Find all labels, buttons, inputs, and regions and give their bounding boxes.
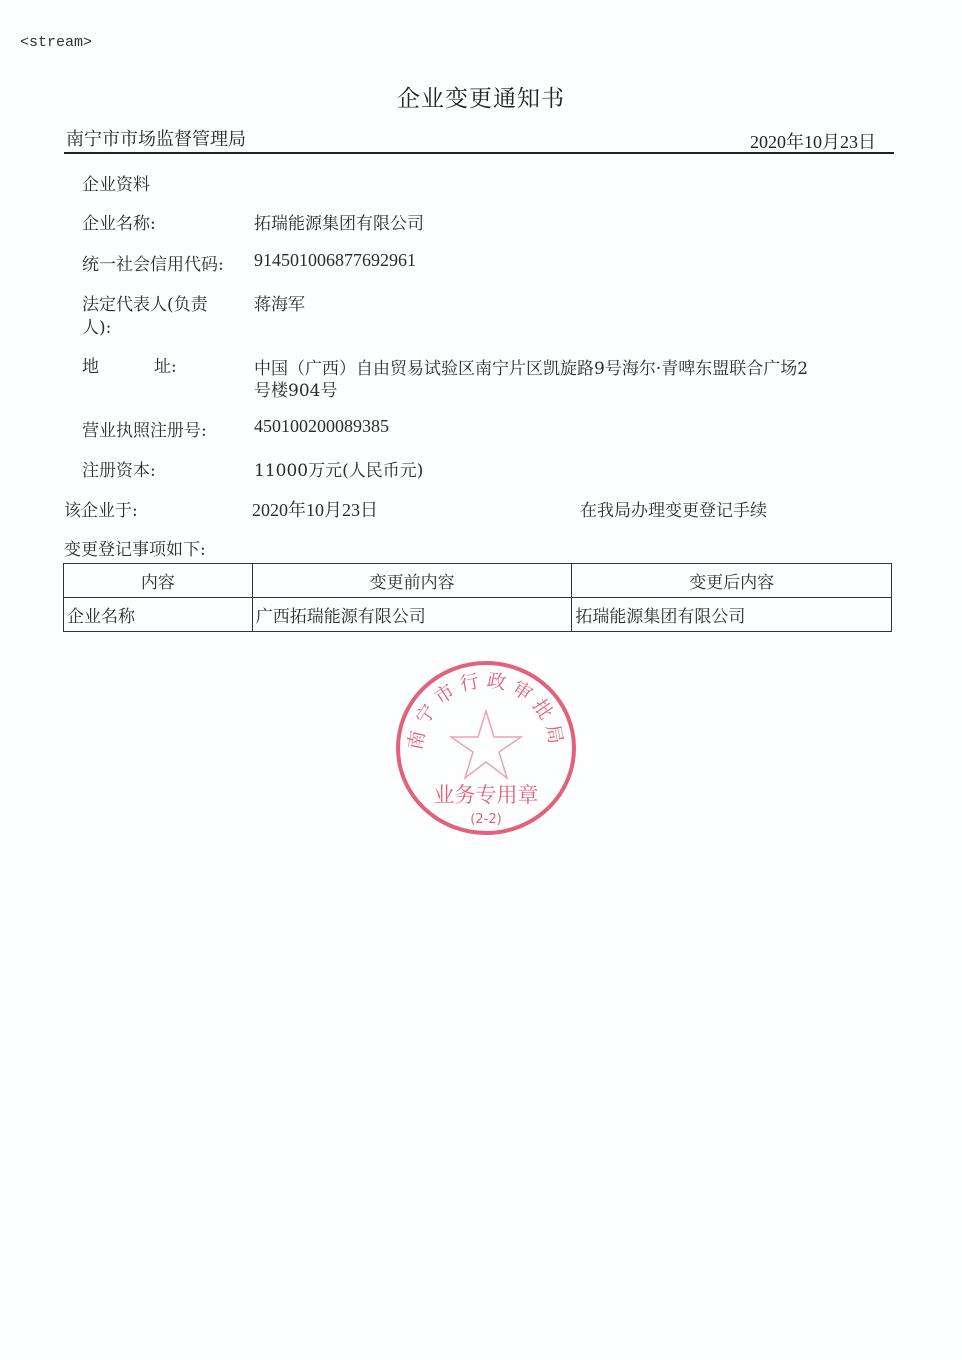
legal-rep-label-line2: 人): bbox=[82, 318, 112, 338]
company-name-value: 拓瑞能源集团有限公司 bbox=[254, 214, 424, 234]
cell-item: 企业名称 bbox=[64, 598, 253, 632]
table-header-row bbox=[64, 564, 892, 598]
column-header-before: 变更前内容 bbox=[252, 564, 572, 598]
seal-icon bbox=[394, 659, 578, 837]
notice-prefix: 该企业于: bbox=[64, 501, 138, 521]
seal-arc-text: 南宁市行政审批局 bbox=[404, 669, 568, 752]
address-value-line2: 号楼904号 bbox=[254, 381, 338, 401]
column-header-after: 变更后内容 bbox=[572, 564, 892, 598]
credit-code-label: 统一社会信用代码: bbox=[82, 255, 224, 275]
header-divider bbox=[64, 152, 894, 154]
star-icon bbox=[451, 711, 521, 778]
company-name-label: 企业名称: bbox=[82, 214, 156, 234]
issuing-authority: 南宁市市场监督管理局 bbox=[66, 129, 246, 150]
seal-sub-text: (2-2) bbox=[470, 812, 502, 827]
capital-label: 注册资本: bbox=[82, 461, 156, 481]
changes-table bbox=[63, 563, 892, 632]
section-heading: 企业资料 bbox=[82, 175, 150, 195]
table-row bbox=[64, 598, 892, 632]
issue-date: 2020年10月23日 bbox=[750, 132, 876, 152]
license-no-label: 营业执照注册号: bbox=[82, 421, 207, 441]
notice-date: 2020年10月23日 bbox=[252, 500, 378, 520]
capital-value: 11000万元(人民币元) bbox=[254, 461, 424, 481]
address-label-a: 地 bbox=[82, 357, 99, 377]
seal-center-text: 业务专用章 bbox=[433, 783, 539, 807]
document-title: 企业变更通知书 bbox=[397, 86, 565, 112]
address-label-b: 址: bbox=[154, 357, 177, 377]
credit-code-value: 914501006877692961 bbox=[254, 250, 416, 270]
changes-intro: 变更登记事项如下: bbox=[64, 540, 206, 560]
official-seal bbox=[394, 659, 578, 837]
legal-rep-label-line1: 法定代表人(负责 bbox=[82, 295, 208, 315]
cell-before: 广西拓瑞能源有限公司 bbox=[252, 598, 572, 632]
address-value-line1: 中国（广西）自由贸易试验区南宁片区凯旋路9号海尔·青啤东盟联合广场2 bbox=[254, 359, 809, 379]
stream-tag: <stream> bbox=[20, 34, 93, 51]
legal-rep-value: 蒋海军 bbox=[254, 295, 305, 315]
license-no-value: 450100200089385 bbox=[254, 416, 389, 436]
notice-suffix: 在我局办理变更登记手续 bbox=[580, 501, 767, 521]
column-header-item: 内容 bbox=[64, 564, 253, 598]
cell-after: 拓瑞能源集团有限公司 bbox=[572, 598, 892, 632]
